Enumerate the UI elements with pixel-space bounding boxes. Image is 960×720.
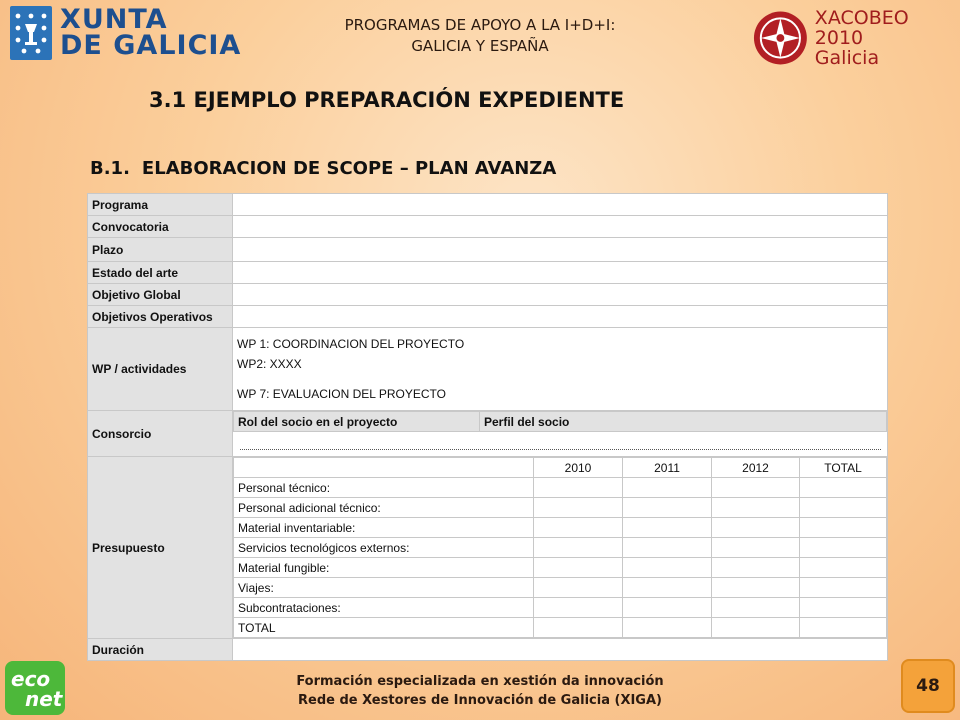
budget-total-header: TOTAL: [800, 458, 887, 478]
convocatoria-value-cell[interactable]: [233, 216, 888, 238]
program-title-line2: GALICIA Y ESPAÑA: [411, 37, 549, 55]
budget-row-label: TOTAL: [234, 618, 534, 638]
consorcio-entry-line[interactable]: [234, 432, 887, 457]
budget-value-cell[interactable]: [534, 518, 623, 538]
budget-row-label: Material inventariable:: [234, 518, 534, 538]
wp-cell[interactable]: [233, 328, 888, 411]
budget-row: [234, 478, 887, 498]
budget-row-label: Subcontrataciones:: [234, 598, 534, 618]
plazo-value-cell[interactable]: [233, 238, 888, 262]
consorcio-header-perfil: Perfil del socio: [480, 412, 887, 432]
budget-value-cell[interactable]: [712, 578, 800, 598]
consorcio-table: [233, 411, 887, 456]
footer-line1: Formación especializada en xestión da innovación: [296, 674, 664, 689]
row-label-wp: WP / actividades: [88, 328, 233, 411]
budget-row: [234, 558, 887, 578]
scope-table: [87, 193, 888, 661]
table-row: [88, 457, 888, 639]
row-label-presupuesto: Presupuesto: [88, 457, 233, 639]
budget-row: [234, 598, 887, 618]
section-title: [90, 158, 556, 179]
budget-value-cell[interactable]: [623, 538, 712, 558]
objetivos-operativos-value-cell[interactable]: [233, 306, 888, 328]
row-label-convocatoria: Convocatoria: [88, 216, 233, 238]
budget-value-cell[interactable]: [712, 498, 800, 518]
row-label-objetivos-operativos: Objetivos Operativos: [88, 306, 233, 328]
row-label-objetivo-global: Objetivo Global: [88, 284, 233, 306]
budget-value-cell[interactable]: [534, 578, 623, 598]
budget-value-cell[interactable]: [534, 558, 623, 578]
program-title: [300, 15, 660, 57]
budget-year-header: 2011: [623, 458, 712, 478]
table-row: [88, 194, 888, 216]
row-label-duracion: Duración: [88, 639, 233, 661]
wp-item: WP 1: COORDINACION DEL PROYECTO: [237, 337, 465, 351]
programa-value-cell[interactable]: [233, 194, 888, 216]
budget-row-label: Personal adicional técnico:: [234, 498, 534, 518]
budget-value-cell[interactable]: [800, 618, 887, 638]
econet-logo-text1: eco: [11, 667, 51, 691]
budget-row-label: Viajes:: [234, 578, 534, 598]
footer-text: [230, 672, 730, 710]
page-number: 48: [901, 659, 955, 713]
consorcio-header-rol: Rol del socio en el proyecto: [234, 412, 480, 432]
econet-logo: [5, 661, 65, 715]
consorcio-cell: [233, 411, 888, 457]
budget-row: [234, 538, 887, 558]
table-row: [88, 262, 888, 284]
xunta-logo-line2: DE GALICIA: [60, 30, 242, 61]
budget-row-label: Material fungible:: [234, 558, 534, 578]
duracion-value-cell[interactable]: [233, 639, 888, 661]
budget-value-cell[interactable]: [623, 478, 712, 498]
budget-value-cell[interactable]: [712, 538, 800, 558]
table-row: [88, 411, 888, 457]
budget-value-cell[interactable]: [534, 478, 623, 498]
budget-value-cell[interactable]: [623, 498, 712, 518]
budget-value-cell[interactable]: [712, 618, 800, 638]
budget-value-cell[interactable]: [800, 578, 887, 598]
table-row: [88, 284, 888, 306]
section-text: ELABORACION DE SCOPE – PLAN AVANZA: [141, 158, 557, 179]
row-label-estado: Estado del arte: [88, 262, 233, 284]
budget-value-cell[interactable]: [800, 478, 887, 498]
budget-value-cell[interactable]: [712, 478, 800, 498]
xacobeo-cross-icon: [752, 9, 809, 67]
xunta-shield-icon: [10, 6, 52, 60]
budget-row: [234, 618, 887, 638]
page-title: 3.1 EJEMPLO PREPARACIÓN EXPEDIENTE: [149, 88, 625, 112]
budget-value-cell[interactable]: [800, 598, 887, 618]
table-row: [88, 216, 888, 238]
budget-value-cell[interactable]: [534, 618, 623, 638]
footer-line2: Rede de Xestores de Innovación de Galicia (XIGA): [298, 693, 662, 708]
section-number: B.1.: [90, 158, 130, 179]
table-row: [88, 639, 888, 661]
row-label-plazo: Plazo: [88, 238, 233, 262]
budget-value-cell[interactable]: [534, 598, 623, 618]
budget-value-cell[interactable]: [800, 558, 887, 578]
presupuesto-cell: [233, 457, 888, 639]
table-row: [88, 238, 888, 262]
wp-item: WP2: XXXX: [237, 357, 302, 371]
budget-value-cell[interactable]: [712, 598, 800, 618]
budget-row-label: Servicios tecnológicos externos:: [234, 538, 534, 558]
budget-row: [234, 578, 887, 598]
budget-value-cell[interactable]: [800, 538, 887, 558]
row-label-programa: Programa: [88, 194, 233, 216]
xacobeo-logo: [752, 8, 960, 68]
budget-value-cell[interactable]: [712, 518, 800, 538]
xacobeo-logo-line1: XACOBEO 2010: [814, 7, 909, 49]
xunta-logo: [10, 6, 241, 60]
budget-value-cell[interactable]: [534, 538, 623, 558]
budget-value-cell[interactable]: [623, 578, 712, 598]
budget-value-cell[interactable]: [623, 598, 712, 618]
objetivo-global-value-cell[interactable]: [233, 284, 888, 306]
budget-year-header: 2010: [534, 458, 623, 478]
budget-value-cell[interactable]: [800, 498, 887, 518]
row-label-consorcio: Consorcio: [88, 411, 233, 457]
estado-value-cell[interactable]: [233, 262, 888, 284]
budget-header-row: [234, 458, 887, 478]
budget-table: [233, 457, 887, 638]
table-row: [88, 306, 888, 328]
xunta-logo-line1: XUNTA: [60, 4, 168, 35]
budget-value-cell[interactable]: [712, 558, 800, 578]
budget-value-cell[interactable]: [623, 558, 712, 578]
budget-value-cell[interactable]: [623, 618, 712, 638]
program-title-line1: PROGRAMAS DE APOYO A LA I+D+I:: [344, 16, 616, 34]
budget-row: [234, 498, 887, 518]
budget-row-label: Personal técnico:: [234, 478, 534, 498]
xacobeo-logo-line2: Galicia: [814, 47, 880, 69]
budget-value-cell[interactable]: [534, 498, 623, 518]
budget-value-cell[interactable]: [623, 518, 712, 538]
budget-value-cell[interactable]: [800, 518, 887, 538]
econet-logo-text2: net: [25, 687, 63, 711]
wp-item: WP 7: EVALUACION DEL PROYECTO: [237, 387, 446, 401]
budget-row: [234, 518, 887, 538]
table-row: [88, 328, 888, 411]
budget-year-header: 2012: [712, 458, 800, 478]
